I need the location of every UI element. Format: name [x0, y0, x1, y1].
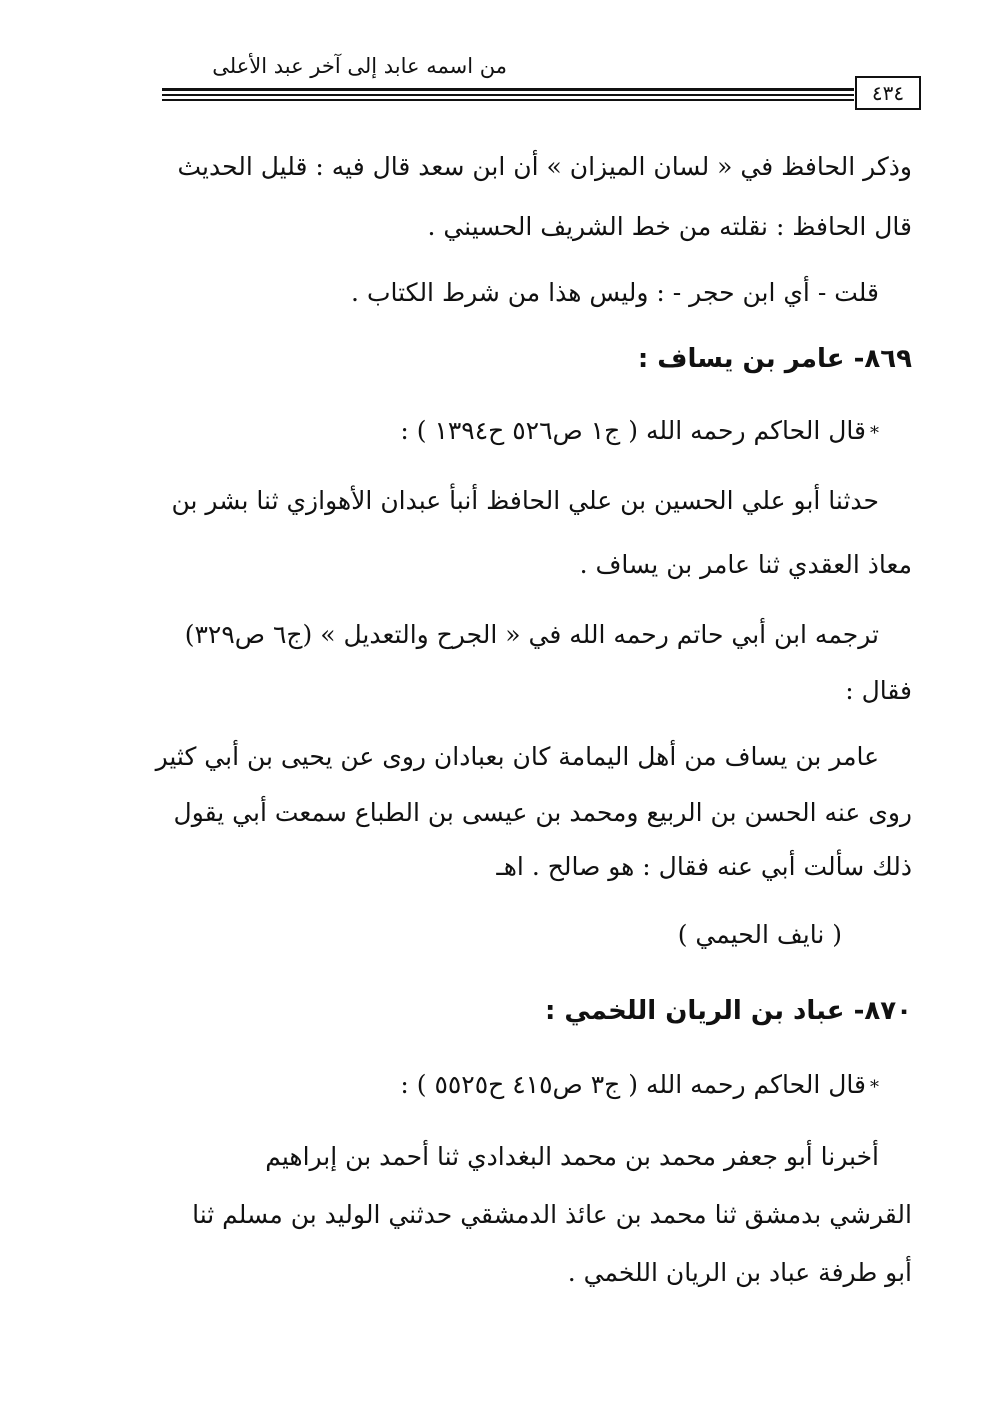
header-rule-line [162, 88, 854, 91]
asterisk-marker: * [870, 423, 879, 444]
body-line: وذكر الحافظ في « لسان الميزان » أن ابن سعد قال فيه : قليل الحديث [177, 152, 912, 181]
running-title: من اسمه عابد إلى آخر عبد الأعلى [212, 54, 507, 78]
header-rule-line [162, 99, 854, 101]
citation-line [400, 414, 879, 451]
body-line: أخبرنا أبو جعفر محمد بن محمد البغدادي ثنا أحمد بن إبراهيم [265, 1142, 879, 1171]
body-line: حدثنا أبو علي الحسين بن علي الحافظ أنبأ عبدان الأهوازي ثنا بشر بن [171, 486, 879, 515]
body-line: فقال : [845, 676, 912, 705]
body-line: أبو طرفة عباد بن الريان اللخمي . [567, 1258, 912, 1287]
entry-heading-870: ٨٧٠- عباد بن الريان اللخمي : [544, 996, 912, 1026]
body-line: ذلك سألت أبي عنه فقال : هو صالح . اهـ [496, 852, 912, 881]
header-rule-line [162, 94, 854, 96]
body-line: القرشي بدمشق ثنا محمد بن عائذ الدمشقي حدثني الوليد بن مسلم ثنا [192, 1200, 912, 1229]
asterisk-marker: * [870, 1077, 879, 1098]
body-line: ترجمه ابن أبي حاتم رحمه الله في « الجرح والتعديل » (ج٦ ص٣٢٩) [184, 620, 879, 649]
citation-line [400, 1068, 879, 1105]
body-line: معاذ العقدي ثنا عامر بن يساف . [579, 550, 912, 579]
body-line: قلت - أي ابن حجر - : وليس هذا من شرط الكتاب . [351, 278, 879, 307]
body-line: قال الحافظ : نقلته من خط الشريف الحسيني . [427, 212, 912, 241]
header-rule [162, 88, 854, 104]
body-line: عامر بن يساف من أهل اليمامة كان بعبادان روى عن يحيى بن أبي كثير [155, 742, 879, 771]
citation-text: قال الحاكم رحمه الله ( ج٣ ص٤١٥ ح٥٥٢٥ ) : [400, 1070, 866, 1099]
body-line: روى عنه الحسن بن الربيع ومحمد بن عيسى بن الطباع سمعت أبي يقول [173, 798, 912, 827]
citation-text: قال الحاكم رحمه الله ( ج١ ص٥٢٦ ح١٣٩٤ ) : [400, 416, 866, 445]
attribution: ( نايف الحيمي ) [677, 920, 842, 949]
entry-heading-869: ٨٦٩- عامر بن يساف : [637, 344, 912, 374]
page-number: ٤٣٤ [855, 76, 921, 110]
